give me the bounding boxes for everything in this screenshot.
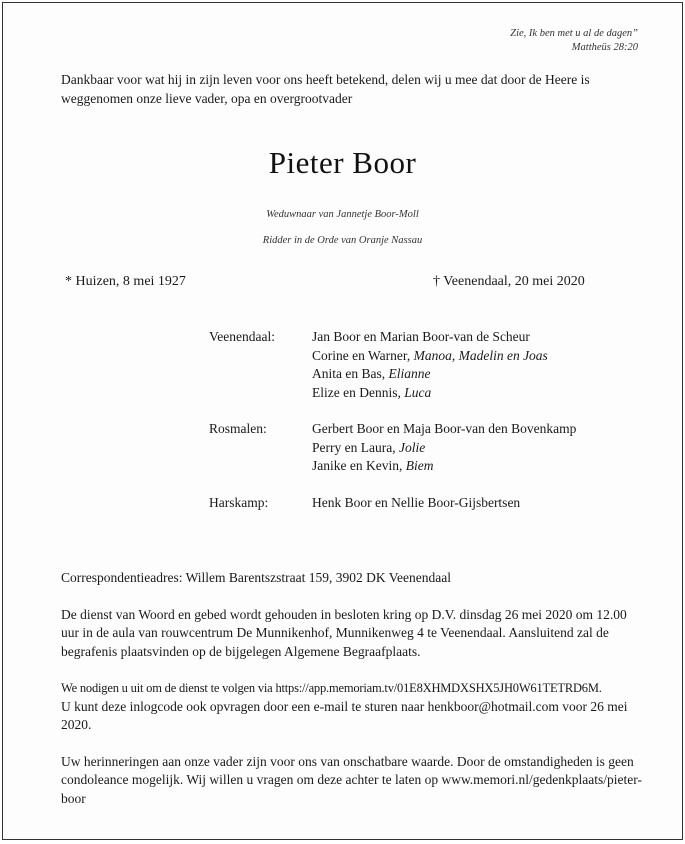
family-members <box>312 328 629 402</box>
bible-verse <box>510 27 638 55</box>
family-member: Jan Boor en Marian Boor-van de Scheur <box>312 329 530 344</box>
family-group <box>209 420 629 476</box>
verse-reference: Mattheüs 28:20 <box>571 42 638 53</box>
livestream-info <box>61 679 646 735</box>
grandchildren: Biem <box>405 458 434 473</box>
death-info: † Veenendaal, 20 mei 2020 <box>433 274 585 289</box>
family-group <box>209 494 629 513</box>
family-member: Elize en Dennis, Luca <box>312 384 432 400</box>
family-member: Janike en Kevin, Biem <box>312 458 434 473</box>
grandchildren: Jolie <box>398 439 426 455</box>
family-members <box>312 420 629 476</box>
memories-text: Uw herinneringen aan onze vader zijn voor ons van onschatbare waarde. Door de omstandigheden is geen condoleance mogelijk. Wij willen u vragen om deze achter te laten op www.memori.nl/gedenkplaats/pieter-boor <box>61 753 642 806</box>
family-place: Veenendaal: <box>209 329 275 344</box>
service-details: De dienst van Woord en gebed wordt gehouden in besloten kring op D.V. dinsdag 26 mei 2020 om 12.00 uur in de aula van rouwcentrum De Munnikenhof, Munnikenweg 4 te Veenendaal. Aansluitend zal de begrafenis plaatsvinden op de bijgelegen Algemene Begraafplaats. <box>61 606 627 659</box>
livestream-instructions: U kunt deze inlogcode ook opvragen door een e-mail te sturen naar henkboor@hotmail.com voor 26 mei 2020. <box>61 698 628 732</box>
livestream-link[interactable]: We nodigen u uit om de dienst te volgen via https://app.memoriam.tv/01E8XHMDXSHX5JH0W61TETRD6M. <box>61 681 602 695</box>
verse-text: Zie, Ik ben met u al de dagen” <box>510 28 638 39</box>
grandchildren: Manoa, Madelin en Joas <box>413 347 548 363</box>
family-member: Perry en Laura, Jolie <box>312 439 426 455</box>
family-list <box>209 328 629 530</box>
family-members <box>312 494 629 513</box>
family-member: Corine en Warner, Manoa, Madelin en Joas <box>312 347 548 363</box>
family-member: Gerbert Boor en Maja Boor-van den Bovenkamp <box>312 421 577 436</box>
grandchildren: Luca <box>404 384 432 400</box>
death-notice <box>2 2 683 840</box>
intro-text: Dankbaar voor wat hij in zijn leven voor ons heeft betekend, delen wij u mee dat door de Heere is weggenomen onze lieve vader, opa en overgrootvader <box>61 72 590 106</box>
family-member: Anita en Bas, Elianne <box>312 366 431 381</box>
grandchildren: Elianne <box>388 366 431 381</box>
family-group <box>209 328 629 402</box>
notice-body <box>61 569 646 826</box>
family-member: Henk Boor en Nellie Boor-Gijsbertsen <box>312 494 521 510</box>
family-place: Rosmalen: <box>209 421 267 436</box>
family-place: Harskamp: <box>209 494 269 510</box>
knighthood-note: Ridder in de Orde van Oranje Nassau <box>262 235 423 246</box>
correspondence-address: Correspondentieadres: Willem Barentszstraat 159, 3902 DK Veenendaal <box>61 570 451 585</box>
deceased-name: Pieter Boor <box>268 145 417 180</box>
widower-note: Weduwnaar van Jannetje Boor-Moll <box>266 209 419 220</box>
birth-info: * Huizen, 8 mei 1927 <box>65 274 186 289</box>
